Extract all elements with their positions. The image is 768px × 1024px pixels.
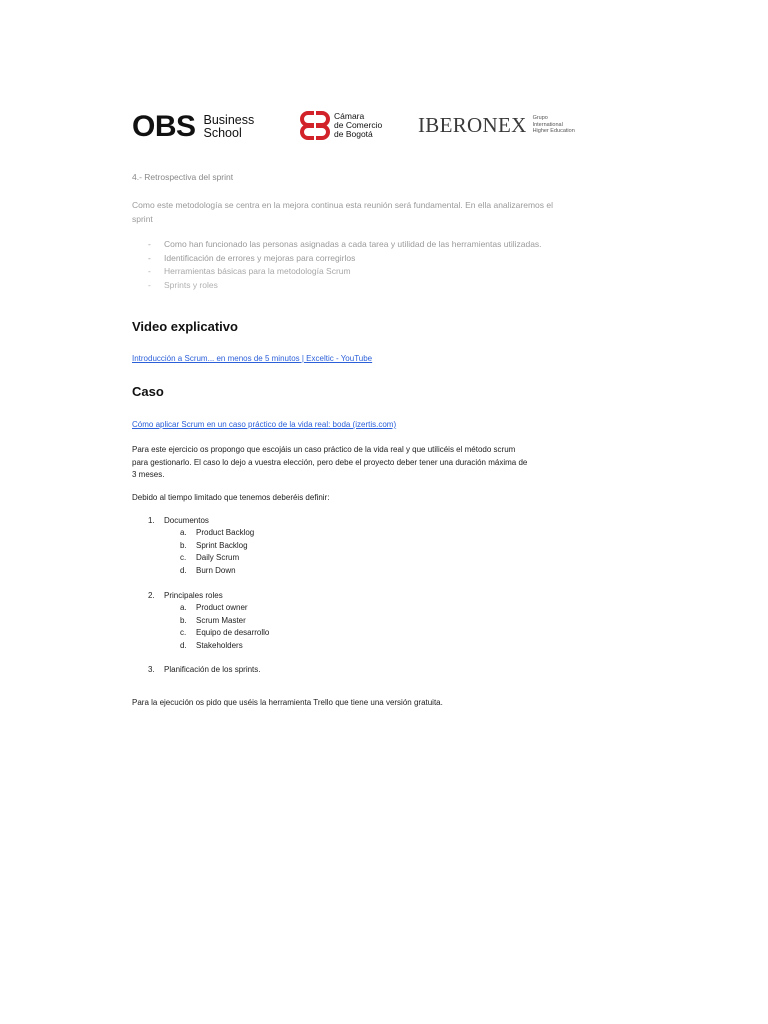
list-item: - Herramientas básicas para la metodología Scrum: [148, 266, 351, 276]
obs-logo-subtitle: [204, 114, 255, 140]
iberonex-logo-subtitle: [533, 115, 575, 135]
caso-paragraph: Para este ejercicio os propongo que escojáis un caso práctico de la vida real y que utilicéis el método scrum para gestionarlo. El caso lo dejo a vuestra elección, pero debe el proyecto deber tener una duración máxima de 3 meses.: [132, 445, 528, 479]
video-link[interactable]: Introducción a Scrum... en menos de 5 minutos | Exceltic - YouTube: [132, 354, 373, 363]
closing-paragraph: Para la ejecución os pido que uséis la herramienta Trello que tiene una versión gratuita.: [132, 698, 443, 707]
iberonex-sub-line2: International: [532, 121, 563, 128]
list-item: - Identificación de errores y mejoras para corregirlos: [148, 252, 356, 263]
iberonex-logo: [418, 114, 575, 136]
item-label: Documentos: [164, 516, 209, 525]
camara-comercio-icon: [300, 110, 330, 140]
ccb-line1: Cámara: [334, 110, 365, 121]
list-item: - Como han funcionado las personas asignadas a cada tarea y utilidad de las herramientas utilizadas.: [148, 239, 542, 249]
list-item: - Sprints y roles: [148, 279, 218, 290]
numbered-item-planificacion: [148, 665, 261, 674]
list-item: d. Burn Down: [180, 565, 236, 575]
list-item: c. Equipo de desarrollo: [180, 628, 270, 637]
obs-sub-line1: Business: [203, 113, 255, 127]
video-heading: Video explicativo: [132, 319, 238, 334]
sub-list: [180, 527, 254, 577]
list-item: b. Sprint Backlog: [180, 540, 248, 550]
item-number: 2.: [148, 591, 155, 600]
camara-comercio-logo: [300, 110, 382, 140]
obs-sub-line2: School: [203, 126, 242, 140]
numbered-item-documentos: [148, 516, 254, 577]
list-item: b. Scrum Master: [180, 615, 246, 625]
list-item: a. Product owner: [180, 603, 248, 612]
sub-list: [180, 602, 269, 652]
camara-comercio-text: [334, 112, 382, 139]
iberonex-sub-line1: Grupo: [532, 115, 548, 122]
numbered-item-roles: [148, 591, 269, 652]
item-label: Planificación de los sprints.: [164, 665, 261, 674]
iberonex-sub-line3: Higher Education: [532, 128, 575, 135]
item-number: 3.: [148, 665, 155, 674]
iberonex-logo-mark: IBERONEX: [418, 113, 527, 137]
logo-header: [132, 108, 592, 148]
caso-link[interactable]: Cómo aplicar Scrum en un caso práctico de la vida real: boda (izertis.com): [132, 420, 397, 429]
list-item: a. Product Backlog: [180, 528, 255, 537]
obs-logo: [132, 112, 254, 142]
ccb-line2: de Comercio: [334, 119, 383, 130]
retrospective-bullet-list: [148, 238, 568, 292]
item-label: Principales roles: [164, 591, 223, 600]
section-paragraph: Como este metodología se centra en la mejora continua esta reunión será fundamental. En ella analizaremos el sprint: [132, 200, 553, 224]
caso-heading: Caso: [132, 384, 164, 399]
ccb-line3: de Bogotá: [334, 128, 373, 139]
caso-intro: Debido al tiempo limitado que tenemos deberéis definir:: [132, 493, 330, 502]
obs-logo-mark: OBS: [132, 110, 196, 143]
section-heading: 4.- Retrospectiva del sprint: [132, 172, 234, 182]
list-item: c. Daily Scrum: [180, 553, 240, 562]
list-item: d. Stakeholders: [180, 640, 243, 650]
item-number: 1.: [148, 516, 155, 525]
